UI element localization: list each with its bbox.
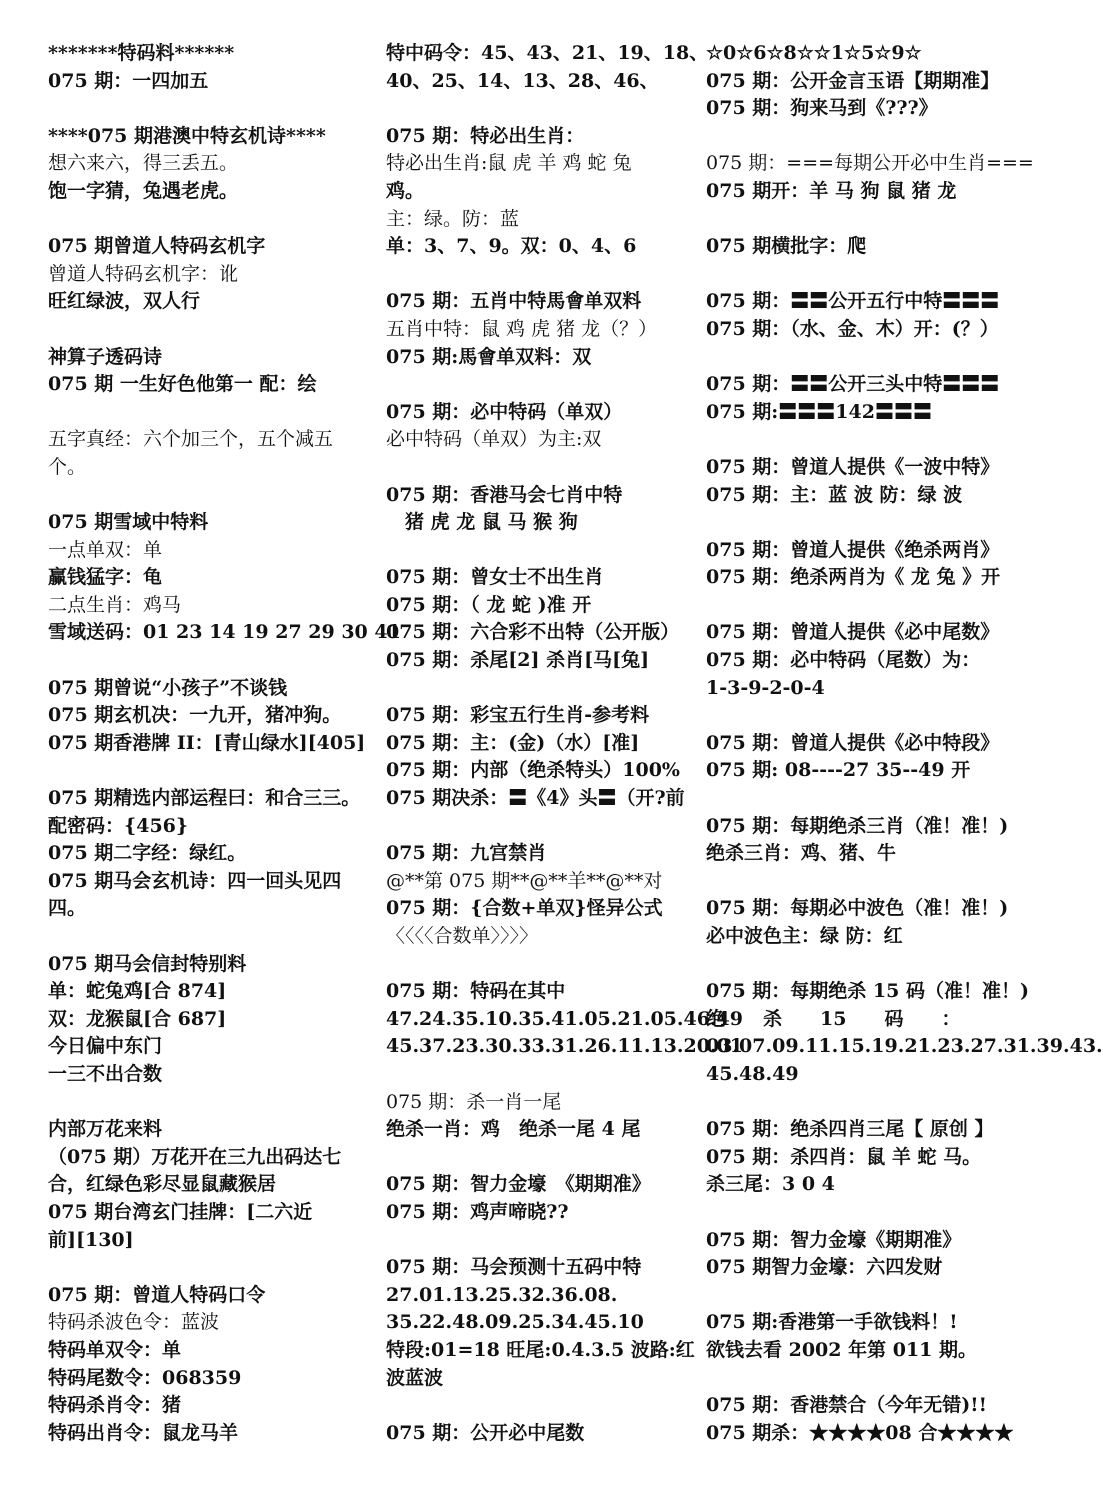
- line-spacer: [386, 1392, 698, 1420]
- line-spacer: [48, 399, 376, 427]
- text-line: 075 期二字经：绿红。: [48, 842, 247, 865]
- line-spacer: [706, 1365, 1036, 1393]
- line-spacer: [48, 206, 376, 234]
- text-line: 075 期杀：★★★★08 合★★★★: [706, 1421, 1014, 1444]
- text-line: 03.07.09.11.15.19.21.23.27.31.39.43.: [706, 1035, 1103, 1058]
- text-line: 杀三尾：3 0 4: [706, 1173, 835, 1196]
- column-middle: [386, 40, 743, 1447]
- text-line: 075 期：智力金壕 《期期准》: [386, 1173, 651, 1196]
- text-line: 075 期：狗来马到《???》: [706, 97, 938, 120]
- text-line: 特码出肖令：鼠龙马羊: [48, 1421, 239, 1444]
- text-line: 075 期：绝杀四肖三尾【 原创 】: [706, 1118, 994, 1141]
- line-spacer: [386, 951, 698, 979]
- text-line: 饱一字猜，兔遇老虎。: [48, 179, 239, 202]
- line-spacer: [386, 371, 698, 399]
- text-line: 075 期:〓〓〓142〓〓〓: [706, 400, 932, 423]
- text-line: 075 期：曾道人提供《绝杀两肖》: [706, 538, 1000, 561]
- text-line: 特必出生肖:鼠 虎 羊 鸡 蛇 兔: [386, 152, 632, 175]
- text-line: 075 期：（水、金、木）开：(？）: [706, 317, 999, 340]
- text-line: 二点生肖：鸡马: [48, 593, 182, 616]
- line-spacer: [706, 702, 1036, 730]
- text-line: 配密码：{456}: [48, 814, 189, 837]
- line-spacer: [386, 1227, 698, 1255]
- text-line: 075 期：〓〓公开五行中特〓〓〓: [706, 290, 1000, 313]
- text-line: 双：龙猴鼠[合 687]: [48, 1007, 227, 1030]
- text-line: 075 期智力金壕：六四发财: [706, 1256, 943, 1279]
- text-line: 四。: [48, 897, 87, 920]
- text-line: 旺红绿波，双人行: [48, 290, 201, 313]
- text-line: 曾道人特码玄机字：讹: [48, 262, 239, 285]
- text-line: 075 期：曾道人提供《必中特段》: [706, 731, 1000, 754]
- text-line: 075 期开：羊 马 狗 鼠 猪 龙: [706, 179, 957, 202]
- text-line: 075 期马会信封特别料: [48, 952, 247, 975]
- text-line: 075 期：九宫禁肖: [386, 842, 547, 865]
- line-spacer: [386, 675, 698, 703]
- line-spacer: [706, 1282, 1036, 1310]
- line-spacer: [48, 316, 376, 344]
- text-line: 特段:01=18 旺尾:0.4.3.5 波路:红: [386, 1338, 695, 1361]
- text-line: 波蓝波: [386, 1366, 444, 1389]
- text-line: 075 期：曾道人特码口令: [48, 1283, 266, 1306]
- text-line: 075 期：曾道人提供《一波中特》: [706, 455, 1000, 478]
- text-line: 一三不出合数: [48, 1062, 163, 1085]
- text-line: ☆0☆6☆8☆☆1☆5☆9☆: [706, 42, 922, 64]
- text-line: 075 期：必中特码（单双）: [386, 400, 623, 423]
- text-line: 1-3-9-2-0-4: [706, 676, 825, 699]
- line-spacer: [386, 95, 698, 123]
- line-spacer: [706, 1199, 1036, 1227]
- line-spacer: [48, 95, 376, 123]
- text-line: 075 期精选内部运程曰：和合三三。: [48, 787, 361, 810]
- text-line: 075 期：公开金言玉语【期期准】: [706, 69, 1000, 92]
- text-line: 35.22.48.09.25.34.45.10: [386, 1311, 644, 1334]
- text-line: 特码杀波色令：蓝波: [48, 1311, 220, 1334]
- text-line: 必中特码（单双）为主:双: [386, 428, 602, 451]
- text-line: 075 期：{合数+单双}怪异公式: [386, 897, 663, 920]
- text-line: 必中波色主：绿 防：红: [706, 925, 903, 947]
- text-line: 合，红绿色彩尽显鼠藏猴居: [48, 1173, 277, 1196]
- text-line: 075 期：公开必中尾数: [386, 1421, 585, 1444]
- text-line: 075 期：杀四肖：鼠 羊 蛇 马。: [706, 1145, 982, 1168]
- text-line: ****075 期港澳中特玄机诗****: [48, 124, 326, 147]
- text-line: 075 期：马会预测十五码中特: [386, 1256, 642, 1279]
- text-line: 欲钱去看 2002 年第 011 期。: [706, 1338, 978, 1361]
- text-line: 特码杀肖令：猪: [48, 1394, 182, 1417]
- line-spacer: [48, 647, 376, 675]
- column-left: [48, 40, 401, 1447]
- line-spacer: [706, 951, 1036, 979]
- line-spacer: [386, 537, 698, 565]
- text-line: 075 期玄机决：一九开，猪冲狗。: [48, 704, 342, 727]
- line-spacer: [48, 1254, 376, 1282]
- text-line: 075 期：每期必中波色（准！准！): [706, 897, 1009, 920]
- text-line: 五肖中特：鼠 鸡 虎 猪 龙（？）: [386, 317, 658, 340]
- text-line: 075 期：香港禁合（今年无错)!!: [706, 1394, 987, 1417]
- text-line: 075 期：必中特码（尾数）为：: [706, 649, 981, 672]
- text-line: 五字真经：六个加三个，五个减五: [48, 428, 334, 451]
- text-line: @**第 075 期**@**羊**@**对: [386, 869, 663, 892]
- text-line: 内部万花来料: [48, 1118, 163, 1141]
- text-line: 猪 虎 龙 鼠 马 猴 狗: [386, 511, 578, 534]
- text-line: 今日偏中东门: [48, 1035, 163, 1058]
- text-line: 45.37.23.30.33.31.26.11.13.20.01: [386, 1035, 743, 1058]
- text-line: 075 期：一四加五: [48, 69, 209, 92]
- line-spacer: [706, 123, 1036, 151]
- text-line: 075 期马会玄机诗：四一回头见四: [48, 869, 342, 892]
- text-line: （075 期）万花开在三九出码达七: [48, 1145, 342, 1168]
- text-line: 075 期：每期绝杀 15 码（准！准！): [706, 980, 1029, 1003]
- line-spacer: [706, 426, 1036, 454]
- line-spacer: [386, 1144, 698, 1172]
- line-spacer: [706, 785, 1036, 813]
- text-line: 单：3、7、9。双：0、4、6: [386, 235, 637, 258]
- text-line: 075 期：杀尾[2] 杀肖[马[兔]: [386, 649, 650, 672]
- text-line: 〈〈〈〈合数单〉〉〉〉: [386, 925, 539, 947]
- column-right: [706, 40, 1103, 1447]
- text-line: 075 期：特必出生肖：: [386, 124, 585, 147]
- text-line: 单：蛇兔鸡[合 874]: [48, 980, 227, 1003]
- line-spacer: [386, 813, 698, 841]
- line-spacer: [706, 1089, 1036, 1117]
- text-line: 075 期:馬會单双料：双: [386, 345, 592, 368]
- text-line: 075 期雪域中特料: [48, 511, 209, 534]
- text-line: 075 期：彩宝五行生肖-参考料: [386, 704, 650, 727]
- text-line: 075 期横批字：爬: [706, 235, 867, 258]
- text-line: 075 期：〓〓公开三头中特〓〓〓: [706, 373, 1000, 396]
- text-line: 前][130]: [48, 1228, 134, 1251]
- text-line: 一点单双：单: [48, 538, 163, 561]
- text-line: 075 期：每期绝杀三肖（准！准！): [706, 814, 1009, 837]
- text-line: 075 期曾道人特码玄机字: [48, 235, 266, 258]
- text-line: 075 期：曾道人提供《必中尾数》: [706, 621, 1000, 644]
- text-line: 075 期：五肖中特馬會单双料: [386, 290, 642, 313]
- text-line: 40、25、14、13、28、46、: [386, 69, 659, 92]
- line-spacer: [48, 1089, 376, 1117]
- text-line: 主：绿。防：蓝: [386, 207, 520, 230]
- text-line: 075 期：鸡声啼晓??: [386, 1200, 569, 1223]
- text-line: 075 期：曾女士不出生肖: [386, 566, 604, 589]
- line-spacer: [386, 454, 698, 482]
- text-line: 075 期：智力金壕《期期准》: [706, 1228, 962, 1251]
- text-line: 神算子透码诗: [48, 345, 163, 368]
- line-spacer: [706, 592, 1036, 620]
- text-line: 075 期：特码在其中: [386, 980, 566, 1003]
- text-line: *******特码料******: [48, 42, 235, 64]
- line-spacer: [386, 1061, 698, 1089]
- line-spacer: [706, 206, 1036, 234]
- line-spacer: [48, 482, 376, 510]
- text-line: 绝杀三肖：鸡、猪、牛: [706, 842, 897, 865]
- text-line: 075 期：六合彩不出特（公开版）: [386, 621, 680, 644]
- text-line: 075 期香港牌 II：[青山绿水][405]: [48, 731, 366, 754]
- text-line: 绝杀一肖：鸡 绝杀一尾 4 尾: [386, 1118, 641, 1141]
- line-spacer: [706, 868, 1036, 896]
- text-line: 个。: [48, 455, 87, 478]
- line-spacer: [706, 509, 1036, 537]
- text-line: 075 期：杀一肖一尾: [386, 1090, 562, 1113]
- text-line: 075 期: 08----27 35--49 开: [706, 759, 971, 782]
- text-line: 绝 杀 15 码 ：: [706, 1007, 961, 1030]
- line-spacer: [48, 923, 376, 951]
- text-line: 45.48.49: [706, 1062, 799, 1085]
- line-spacer: [706, 344, 1036, 372]
- text-line: 075 期：（ 龙 蛇 )准 开: [386, 593, 592, 616]
- text-line: 特码单双令：单: [48, 1338, 182, 1361]
- text-line: 特中码令：45、43、21、19、18、: [386, 42, 709, 64]
- text-line: 075 期：香港马会七肖中特: [386, 483, 623, 506]
- text-line: 雪域送码：01 23 14 19 27 29 30 41: [48, 621, 401, 644]
- text-line: 47.24.35.10.35.41.05.21.05.46.49: [386, 1007, 743, 1030]
- text-line: 特码尾数令：068359: [48, 1366, 242, 1389]
- text-line: 赢钱猛字：龟: [48, 566, 163, 589]
- line-spacer: [706, 261, 1036, 289]
- line-spacer: [48, 757, 376, 785]
- text-line: 鸡。: [386, 179, 425, 202]
- text-line: 075 期决杀：〓《4》头〓（开?前: [386, 787, 685, 810]
- text-line: 想六来六，得三丢五。: [48, 152, 239, 175]
- text-line: 075 期台湾玄门挂牌：[二六近: [48, 1200, 313, 1223]
- text-line: 075 期曾说“小孩子”不谈钱: [48, 676, 288, 699]
- text-line: 075 期 一生好色他第一 配：绘: [48, 373, 317, 396]
- text-line: 075 期：===每期公开必中生肖===: [706, 152, 1034, 175]
- line-spacer: [386, 261, 698, 289]
- text-line: 075 期:香港第一手欲钱料！!: [706, 1311, 958, 1334]
- text-line: 075 期：主：(金)（水）[准]: [386, 731, 640, 754]
- text-line: 075 期：内部（绝杀特头）100%: [386, 759, 680, 782]
- text-line: 075 期：主：蓝 波 防：绿 波: [706, 483, 963, 506]
- text-line: 27.01.13.25.32.36.08.: [386, 1283, 618, 1306]
- text-line: 075 期：绝杀两肖为《 龙 兔 》开: [706, 566, 1001, 589]
